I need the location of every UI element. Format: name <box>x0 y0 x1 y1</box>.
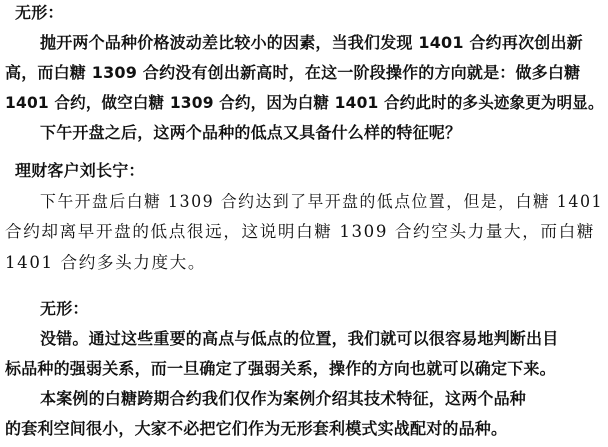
text-line: 抛开两个品种价格波动差比较小的因素，当我们发现 1401 合约再次创出新 <box>40 33 583 52</box>
text-line: 的套利空间很小，大家不必把它们作为无形套利模式实战配对的品种。 <box>5 419 508 438</box>
speaker-label: 无形： <box>40 299 89 318</box>
text-line: 下午开盘后白糖 1309 合约达到了早开盘的低点位置，但是，白糖 1401 <box>40 192 604 211</box>
text-line: 标品种的强弱关系，而一旦确定了强弱关系，操作的方向也就可以确定下来。 <box>5 359 556 378</box>
text-line: 高，而白糖 1309 合约没有创出新高时，在这一阶段操作的方向就是：做多白糖 <box>5 63 581 82</box>
text-line: 本案例的白糖跨期合约我们仅作为案例介绍其技术特征，这两个品种 <box>40 389 527 408</box>
speaker-label: 无形： <box>15 3 64 22</box>
speaker-label: 理财客户刘长宁： <box>15 161 145 180</box>
text-line: 没错。通过这些重要的高点与低点的位置，我们就可以很容易地判断出目 <box>40 329 559 348</box>
text-line: 1401 合约，做空白糖 1309 合约，因为白糖 1401 合约此时的多头迹象更为明显。 <box>5 93 604 112</box>
text-line: 1401 合约多头力度大。 <box>5 253 207 272</box>
text-line: 下午开盘之后，这两个品种的低点又具备什么样的特征呢？ <box>40 123 462 142</box>
text-line: 合约却离早开盘的低点很远，这说明白糖 1309 合约空头力量大，而白糖 <box>5 222 595 241</box>
